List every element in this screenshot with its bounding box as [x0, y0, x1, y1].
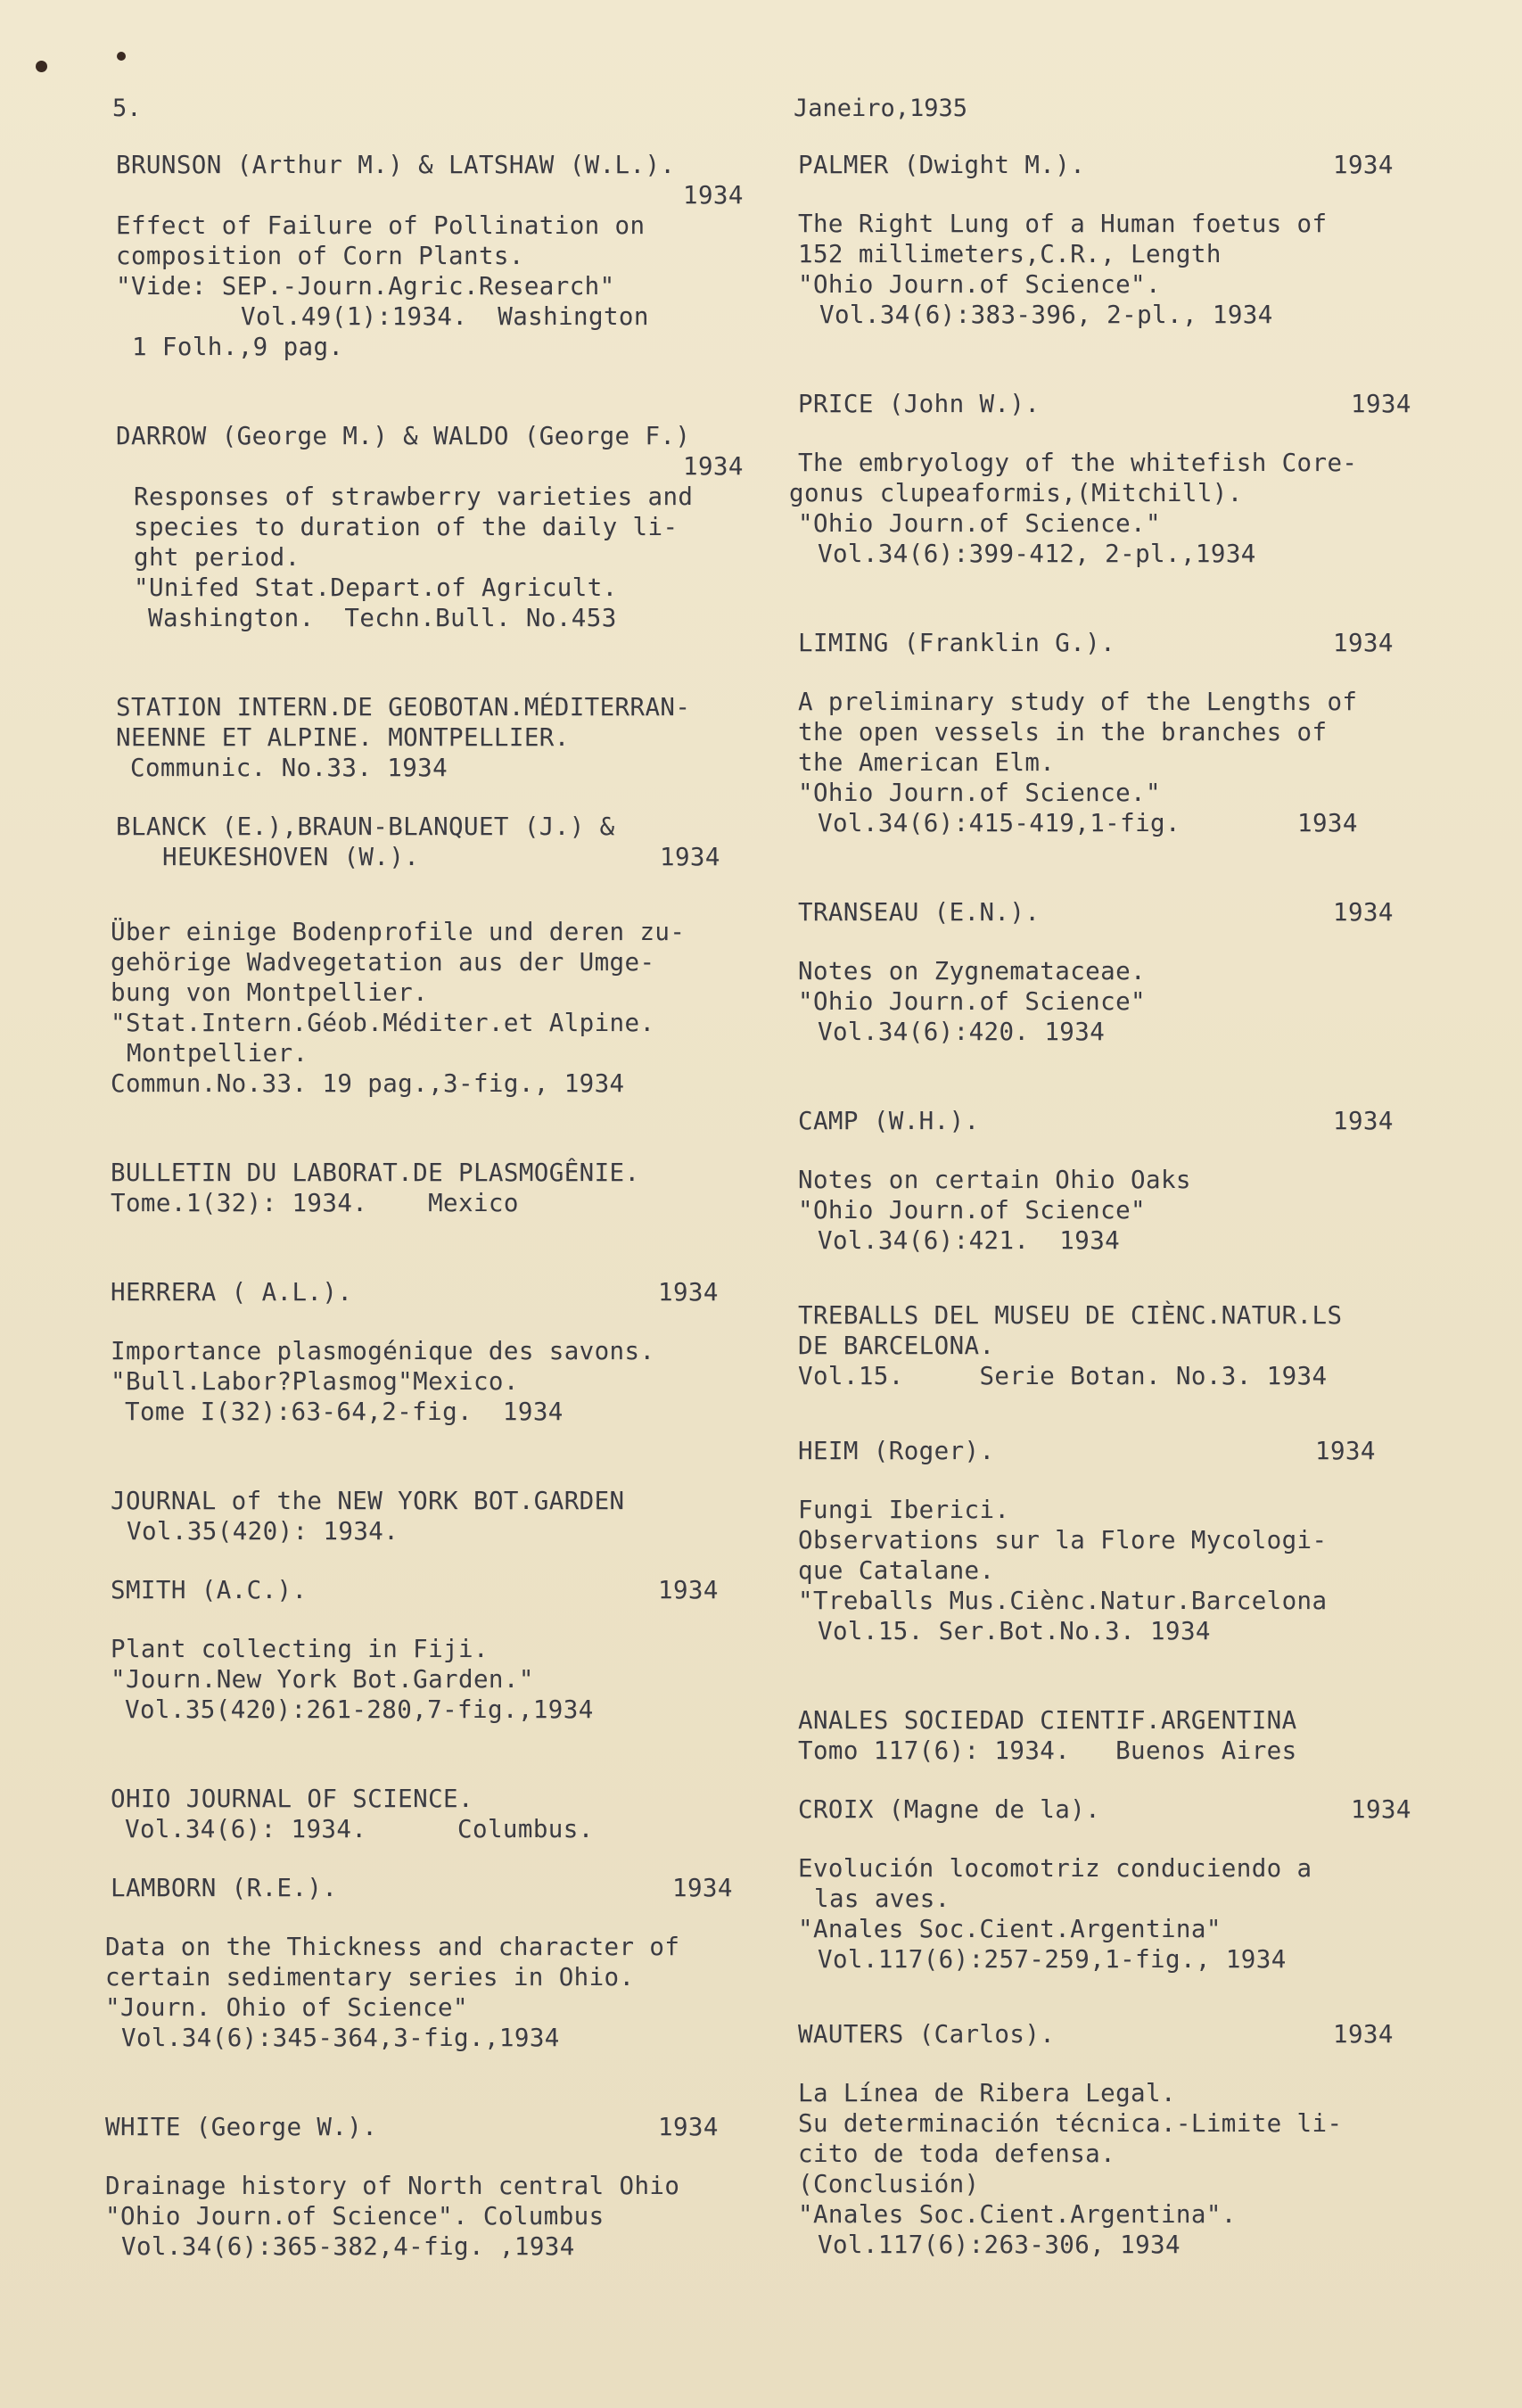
entry-spacer	[798, 180, 1449, 209]
entry-text: DE BARCELONA.	[798, 1332, 995, 1360]
entry-line	[798, 1331, 1449, 1361]
entry-line	[798, 1361, 1449, 1391]
punch-hole-mark	[36, 61, 47, 72]
entry-text: Effect of Failure of Pollination on	[116, 211, 646, 240]
entry-text: HEUKESHOVEN (W.).	[162, 843, 420, 871]
entry-text: BRUNSON (Arthur M.) & LATSHAW (W.L.).	[116, 151, 676, 179]
entry-line	[798, 778, 1449, 808]
entry-line	[105, 241, 801, 271]
entry-line	[105, 2201, 801, 2231]
entry-line	[798, 717, 1449, 747]
entry-text: Vol.34(6):345-364,3-fig.,1934	[121, 2024, 560, 2052]
entry-line	[105, 2231, 801, 2262]
entry-text: SMITH (A.C.).	[111, 1576, 308, 1604]
entry-line	[798, 2230, 1449, 2260]
entry-spacer	[798, 1825, 1449, 1853]
entry-line	[798, 2199, 1449, 2230]
entry-text: Vol.34(6):421. 1934	[818, 1226, 1121, 1255]
entry-text: bung von Montpellier.	[111, 978, 429, 1007]
entry-line	[798, 1616, 1449, 1646]
entry-year: 1934	[1315, 1437, 1376, 1465]
entry-text: Tomo 117(6): 1934. Buenos Aires	[798, 1736, 1297, 1765]
entry-text: "Vide: SEP.-Journ.Agric.Research"	[116, 272, 615, 301]
entry-line	[105, 1516, 801, 1546]
entry-year: 1934	[1333, 898, 1394, 927]
entry-line	[105, 917, 801, 947]
entry-spacer	[798, 1391, 1449, 1436]
entry-text: Tome.1(32): 1934. Mexico	[111, 1189, 519, 1217]
entry-line	[798, 1436, 1449, 1466]
entry-line	[105, 1277, 801, 1307]
entry-line	[798, 508, 1449, 539]
entry-line	[105, 1188, 801, 1218]
entry-year: 1934	[672, 1874, 733, 1902]
entry-text: Vol.34(6):420. 1934	[818, 1018, 1106, 1046]
entry-spacer	[105, 1218, 801, 1277]
entry-year: 1934	[658, 2113, 719, 2141]
entry-line	[798, 1106, 1449, 1136]
entry-year: 1934	[660, 843, 720, 871]
entry-text: Vol.34(6):415-419,1-fig.	[818, 809, 1181, 837]
entry-spacer	[798, 569, 1449, 628]
entry-year: 1934	[683, 452, 744, 481]
entry-line	[798, 747, 1449, 778]
bibliography-entry	[105, 692, 801, 783]
entry-text: CAMP (W.H.).	[798, 1107, 980, 1135]
entry-line	[798, 300, 1449, 330]
entry-line	[105, 451, 801, 482]
entry-spacer	[105, 633, 801, 692]
right-column	[789, 150, 1449, 2260]
entry-text: PALMER (Dwight M.).	[798, 151, 1086, 179]
entry-line	[105, 573, 801, 603]
entry-line	[105, 1695, 801, 1725]
entry-line	[105, 842, 801, 872]
bibliography-entry	[105, 1575, 801, 1605]
entry-text: Vol.34(6): 1934. Columbus.	[125, 1815, 594, 1843]
entry-text: TREBALLS DEL MUSEU DE CIÈNC.NATUR.LS	[798, 1301, 1343, 1330]
bibliography-entry	[798, 897, 1449, 928]
entry-line	[798, 239, 1449, 269]
entry-text: WHITE (George W.).	[105, 2113, 378, 2141]
entry-line	[798, 808, 1449, 838]
bibliography-entry	[798, 1106, 1449, 1136]
entry-line	[798, 2108, 1449, 2139]
bibliography-entry	[798, 1436, 1449, 1466]
entry-line	[798, 1736, 1449, 1766]
entry-line	[105, 1814, 801, 1844]
entry-line	[105, 301, 801, 332]
bibliography-entry	[105, 1277, 801, 1307]
bibliography-entry	[105, 1932, 801, 2053]
entry-line	[798, 1705, 1449, 1736]
entry-text: "Ohio Journ.of Science"	[798, 1196, 1146, 1225]
entry-line	[105, 1664, 801, 1695]
entry-line	[798, 986, 1449, 1017]
entry-line	[105, 1992, 801, 2023]
entry-spacer	[105, 1427, 801, 1486]
entry-text: ANALES SOCIEDAD CIENTIF.ARGENTINA	[798, 1706, 1297, 1735]
entry-line	[789, 478, 1449, 508]
entry-spacer	[798, 1975, 1449, 2019]
entry-line	[798, 628, 1449, 658]
entry-text: gonus clupeaformis,(Mitchill).	[789, 479, 1243, 507]
entry-spacer	[798, 1766, 1449, 1794]
entry-line	[798, 897, 1449, 928]
entry-text: species to duration of the daily li-	[134, 513, 679, 541]
entry-spacer	[798, 1136, 1449, 1165]
entry-text: las aves.	[814, 1884, 950, 1913]
entry-spacer	[798, 1047, 1449, 1106]
entry-line	[105, 1962, 801, 1992]
entry-text: Responses of strawberry varieties and	[134, 482, 694, 511]
entry-line	[798, 1586, 1449, 1616]
entry-text: Über einige Bodenprofile und deren zu-	[111, 918, 686, 946]
entry-year: 1934	[1333, 629, 1394, 657]
entry-text: "Ohio Journ.of Science"	[798, 987, 1146, 1016]
entry-line	[798, 269, 1449, 300]
entry-spacer	[105, 1725, 801, 1784]
entry-text: gehörige Wadvegetation aus der Umge-	[111, 948, 655, 977]
bibliography-entry	[798, 2019, 1449, 2049]
entry-text: Importance plasmogénique des savons.	[111, 1337, 655, 1365]
entry-text: "Stat.Intern.Géob.Méditer.et Alpine.	[111, 1009, 655, 1037]
bibliography-entry	[105, 1158, 801, 1218]
entry-text: TRANSEAU (E.N.).	[798, 898, 1041, 927]
entry-line	[798, 1225, 1449, 1256]
bibliography-entry	[798, 209, 1449, 330]
entry-text: (Conclusión)	[798, 2170, 980, 2198]
entry-text: "Journ.New York Bot.Garden."	[111, 1665, 534, 1694]
entry-line	[105, 180, 801, 210]
entry-text: Communic. No.33. 1934	[130, 754, 448, 782]
entry-spacer	[105, 1307, 801, 1336]
bibliography-entry	[798, 956, 1449, 1047]
entry-text: BLANCK (E.),BRAUN-BLANQUET (J.) &	[116, 812, 615, 841]
entry-line	[105, 421, 801, 451]
entry-text: "Unifed Stat.Depart.of Agricult.	[134, 573, 618, 602]
entry-year: 1934	[1351, 1795, 1411, 1824]
entry-text: JOURNAL of the NEW YORK BOT.GARDEN	[111, 1487, 625, 1515]
bibliography-entry	[105, 917, 801, 1099]
entry-text: Vol.117(6):257-259,1-fig., 1934	[818, 1945, 1287, 1974]
entry-text: CROIX (Magne de la).	[798, 1795, 1101, 1824]
entry-line	[798, 1017, 1449, 1047]
bibliography-entry	[798, 1853, 1449, 1975]
entry-text: Vol.34(6):383-396, 2-pl., 1934	[819, 301, 1273, 329]
bibliography-entry	[798, 1165, 1449, 1256]
bibliography-entry	[105, 1336, 801, 1427]
entry-line	[105, 1873, 801, 1903]
entry-text: Vol.15. Ser.Bot.No.3. 1934	[818, 1617, 1211, 1645]
entry-line	[798, 687, 1449, 717]
entry-line	[105, 692, 801, 722]
entry-text: Observations sur la Flore Mycologi-	[798, 1526, 1328, 1554]
entry-text: Tome I(32):63-64,2-fig. 1934	[125, 1398, 564, 1426]
entry-text: LAMBORN (R.E.).	[111, 1874, 338, 1902]
entry-text: Notes on Zygnemataceae.	[798, 957, 1146, 985]
entry-line	[798, 1525, 1449, 1555]
bibliography-entry	[798, 2078, 1449, 2260]
entry-text: BULLETIN DU LABORAT.DE PLASMOGÊNIE.	[111, 1159, 640, 1187]
entry-spacer	[798, 1256, 1449, 1300]
entry-text: Fungi Iberici.	[798, 1496, 1010, 1524]
entry-line	[105, 1366, 801, 1397]
entry-line	[798, 389, 1449, 419]
entry-spacer	[798, 928, 1449, 956]
entry-text: Drainage history of North central Ohio	[105, 2172, 680, 2200]
entry-line	[105, 977, 801, 1008]
entry-text: composition of Corn Plants.	[116, 242, 524, 270]
bibliography-entry	[105, 2112, 801, 2142]
entry-spacer	[105, 1099, 801, 1158]
entry-line	[105, 753, 801, 783]
entry-text: Vol.35(420):261-280,7-fig.,1934	[125, 1695, 594, 1724]
entry-line	[798, 2019, 1449, 2049]
entry-spacer	[105, 2142, 801, 2171]
entry-year: 1934	[658, 1278, 719, 1307]
entry-line	[105, 2112, 801, 2142]
entry-line	[105, 1634, 801, 1664]
entry-line	[798, 1555, 1449, 1586]
entry-text: Notes on certain Ohio Oaks	[798, 1166, 1191, 1194]
entry-text: "Bull.Labor?Plasmog"Mexico.	[111, 1367, 519, 1396]
entry-spacer	[105, 1546, 801, 1575]
bibliography-entry	[789, 448, 1449, 569]
entry-line	[798, 448, 1449, 478]
entry-text: Su determinación técnica.-Limite li-	[798, 2109, 1343, 2138]
entry-line	[105, 482, 801, 512]
entry-line	[798, 2139, 1449, 2169]
entry-text: Plant collecting in Fiji.	[111, 1635, 489, 1663]
entry-text: NEENNE ET ALPINE. MONTPELLIER.	[116, 723, 570, 752]
entry-spacer	[798, 330, 1449, 389]
entry-text: the open vessels in the branches of	[798, 718, 1328, 746]
entry-line	[798, 1794, 1449, 1825]
entry-spacer	[105, 2053, 801, 2112]
entry-line	[798, 1884, 1449, 1914]
entry-text: STATION INTERN.DE GEOBOTAN.MÉDITERRAN-	[116, 693, 691, 722]
entry-spacer	[105, 1903, 801, 1932]
left-column	[105, 150, 801, 2262]
bibliography-entry	[798, 1300, 1449, 1391]
entry-text: PRICE (John W.).	[798, 390, 1041, 418]
entry-text: Montpellier.	[127, 1039, 309, 1068]
entry-text: "Journ. Ohio of Science"	[105, 1993, 468, 2022]
entry-year: 1934	[1333, 1107, 1394, 1135]
entry-text: "Anales Soc.Cient.Argentina".	[798, 2200, 1237, 2229]
bibliography-entry	[798, 1495, 1449, 1646]
entry-line	[105, 1158, 801, 1188]
page-number: 5.	[112, 95, 142, 122]
entry-text: Washington. Techn.Bull. No.453	[148, 604, 617, 632]
entry-text: The Right Lung of a Human foetus of	[798, 210, 1328, 238]
entry-line	[105, 1486, 801, 1516]
entry-line	[798, 2169, 1449, 2199]
entry-line	[105, 150, 801, 180]
entry-text: "Ohio Journ.of Science".	[798, 270, 1161, 299]
bibliography-entry	[798, 1794, 1449, 1825]
entry-spacer	[105, 783, 801, 812]
entry-line	[105, 1784, 801, 1814]
entry-line	[798, 1853, 1449, 1884]
page-date: Janeiro,1935	[794, 95, 968, 122]
entry-line	[105, 812, 801, 842]
entry-line	[798, 1165, 1449, 1195]
punch-hole-mark	[117, 52, 126, 61]
entry-line	[105, 1397, 801, 1427]
entry-text: "Ohio Journ.of Science". Columbus	[105, 2202, 605, 2231]
entry-line	[105, 947, 801, 977]
entry-spacer	[798, 2049, 1449, 2078]
entry-year: 1934	[1297, 809, 1358, 837]
bibliography-entry	[105, 421, 801, 633]
entry-text: "Ohio Journ.of Science."	[798, 509, 1161, 538]
entry-line	[105, 603, 801, 633]
entry-line	[798, 1495, 1449, 1525]
bibliography-entry	[798, 150, 1449, 180]
entry-spacer	[105, 872, 801, 917]
entry-line	[798, 2078, 1449, 2108]
entry-text: LIMING (Franklin G.).	[798, 629, 1116, 657]
entry-spacer	[105, 362, 801, 421]
bibliography-entry	[798, 1705, 1449, 1766]
entry-text: Data on the Thickness and character of	[105, 1933, 680, 1961]
entry-spacer	[798, 1466, 1449, 1495]
bibliography-entry	[798, 389, 1449, 419]
entry-line	[105, 332, 801, 362]
entry-text: Vol.15. Serie Botan. No.3. 1934	[798, 1362, 1328, 1390]
entry-line	[105, 1336, 801, 1366]
entry-text: ght period.	[134, 543, 300, 572]
bibliography-entry	[105, 2171, 801, 2262]
entry-year: 1934	[1333, 151, 1394, 179]
bibliography-entry	[105, 1873, 801, 1903]
entry-text: cito de toda defensa.	[798, 2140, 1116, 2168]
entry-spacer	[105, 1605, 801, 1634]
entry-line	[105, 2171, 801, 2201]
entry-text: WAUTERS (Carlos).	[798, 2020, 1056, 2049]
entry-text: Vol.34(6):399-412, 2-pl.,1934	[818, 540, 1256, 568]
entry-line	[105, 1008, 801, 1038]
entry-line	[105, 542, 801, 573]
entry-year: 1934	[658, 1576, 719, 1604]
bibliography-entry	[105, 1784, 801, 1844]
entry-line	[798, 539, 1449, 569]
entry-text: the American Elm.	[798, 748, 1056, 777]
entry-text: 152 millimeters,C.R., Length	[798, 240, 1222, 268]
bibliography-entry	[105, 1486, 801, 1546]
bibliography-entry	[105, 1634, 801, 1725]
entry-line	[798, 1195, 1449, 1225]
entry-text: The embryology of the whitefish Core-	[798, 449, 1358, 477]
entry-text: La Línea de Ribera Legal.	[798, 2079, 1176, 2107]
entry-line	[105, 512, 801, 542]
entry-spacer	[105, 1844, 801, 1873]
entry-text: Vol.34(6):365-382,4-fig. ,1934	[121, 2232, 575, 2261]
bibliography-entry	[798, 628, 1449, 658]
entry-spacer	[798, 419, 1449, 448]
bibliography-entry	[105, 812, 801, 872]
entry-text: Vol.117(6):263-306, 1934	[818, 2231, 1181, 2259]
entry-text: A preliminary study of the Lengths of	[798, 688, 1358, 716]
entry-line	[798, 1300, 1449, 1331]
entry-year: 1934	[1333, 2020, 1394, 2049]
entry-spacer	[798, 838, 1449, 897]
entry-line	[105, 210, 801, 241]
entry-line	[798, 209, 1449, 239]
entry-text: "Anales Soc.Cient.Argentina"	[798, 1915, 1222, 1943]
entry-text: certain sedimentary series in Ohio.	[105, 1963, 635, 1992]
entry-line	[105, 1068, 801, 1099]
entry-text: DARROW (George M.) & WALDO (George F.)	[116, 422, 691, 450]
entry-line	[798, 956, 1449, 986]
entry-text: Commun.No.33. 19 pag.,3-fig., 1934	[111, 1069, 625, 1098]
entry-text: 1 Folh.,9 pag.	[132, 333, 344, 361]
entry-line	[105, 1038, 801, 1068]
entry-text: Vol.49(1):1934. Washington	[241, 302, 649, 331]
entry-line	[105, 271, 801, 301]
entry-line	[798, 150, 1449, 180]
bibliography-entry	[798, 687, 1449, 838]
entry-text: "Ohio Journ.of Science."	[798, 779, 1161, 807]
entry-year: 1934	[683, 181, 744, 210]
entry-line	[105, 2023, 801, 2053]
entry-text: Vol.35(420): 1934.	[127, 1517, 399, 1546]
bibliography-entry	[105, 150, 801, 362]
entry-line	[105, 722, 801, 753]
entry-line	[798, 1914, 1449, 1944]
entry-year: 1934	[1351, 390, 1411, 418]
entry-spacer	[798, 1646, 1449, 1705]
entry-text: Evolución locomotriz conduciendo a	[798, 1854, 1312, 1883]
entry-spacer	[798, 658, 1449, 687]
entry-text: OHIO JOURNAL OF SCIENCE.	[111, 1785, 473, 1813]
entry-text: "Treballs Mus.Ciènc.Natur.Barcelona	[798, 1587, 1328, 1615]
entry-text: que Catalane.	[798, 1556, 995, 1585]
entry-text: HERRERA ( A.L.).	[111, 1278, 353, 1307]
entry-line	[105, 1575, 801, 1605]
entry-text: HEIM (Roger).	[798, 1437, 995, 1465]
entry-line	[105, 1932, 801, 1962]
entry-line	[798, 1944, 1449, 1975]
